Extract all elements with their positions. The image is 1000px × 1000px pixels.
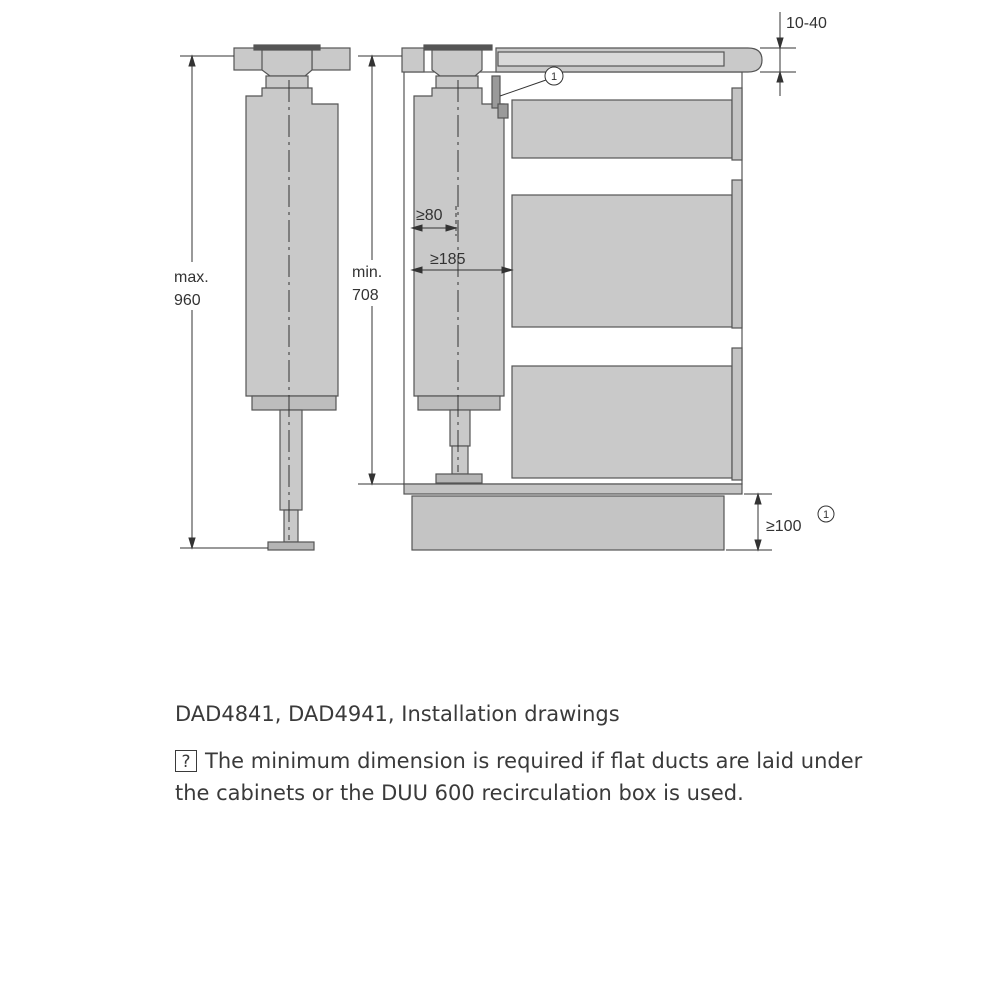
right-top-grille <box>424 45 492 50</box>
drawer-1-front <box>732 88 742 160</box>
caption-note <box>175 745 875 809</box>
callout-number-connector: 1 <box>550 71 558 83</box>
right-leg-lower <box>452 446 468 474</box>
dim-gap-depth-value: ≥185 <box>430 251 466 268</box>
right-worktop-inner <box>498 52 724 66</box>
connector-bracket <box>498 104 508 118</box>
drawer-1 <box>512 100 732 158</box>
left-leg-upper <box>280 410 302 510</box>
dim-min-label: min. <box>352 264 383 281</box>
left-body <box>246 88 338 396</box>
drawer-3 <box>512 366 732 478</box>
cabinet-bottom <box>404 484 742 494</box>
right-body <box>414 88 504 396</box>
drawer-2-front <box>732 180 742 328</box>
caption-note-text: The minimum dimension is required if flat ducts are laid under the cabinets or the DUU 600 recirculation box is used. <box>175 749 863 805</box>
right-view <box>402 45 762 550</box>
plinth <box>412 496 724 550</box>
right-leg-upper <box>450 410 470 446</box>
left-worktop-right <box>312 48 350 70</box>
drawer-3-front <box>732 348 742 480</box>
dim-worktop-value: 10-40 <box>786 15 827 32</box>
right-lower-housing <box>418 396 500 410</box>
caption-title: DAD4841, DAD4941, Installation drawings <box>175 702 620 726</box>
dim-min-value: 708 <box>352 287 379 304</box>
connector <box>492 76 500 108</box>
dim-plinth-value: ≥100 <box>766 518 802 535</box>
callout-number-plinth: 1 <box>822 509 830 521</box>
dim-max-value: 960 <box>174 292 201 309</box>
left-foot <box>268 542 314 550</box>
left-view <box>234 45 350 550</box>
left-top-grille <box>254 45 320 50</box>
right-worktop-left <box>402 48 424 72</box>
note-marker-icon: ? <box>175 750 197 772</box>
left-worktop-left <box>234 48 266 70</box>
left-cap <box>262 50 312 76</box>
right-cap <box>432 50 482 76</box>
drawer-2 <box>512 195 732 327</box>
dim-max-label: max. <box>174 269 209 286</box>
left-leg-lower <box>284 510 298 542</box>
dim-gap-duct-value: ≥80 <box>416 207 443 224</box>
left-lower-housing <box>252 396 336 410</box>
right-foot <box>436 474 482 483</box>
